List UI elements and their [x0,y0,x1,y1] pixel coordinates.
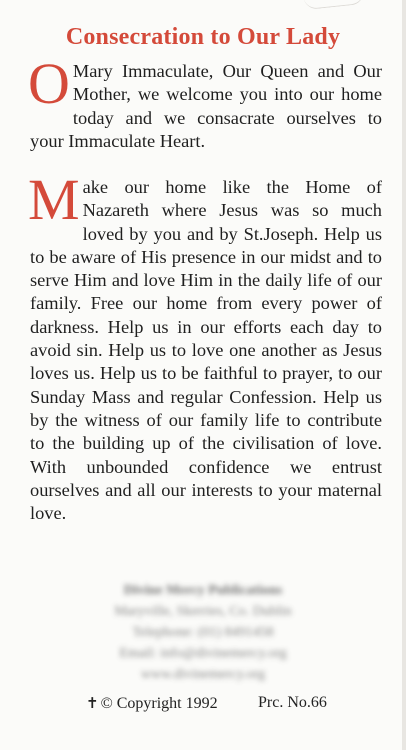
copyright-line [86,694,218,713]
publisher-web: www.divinemercy.org [141,667,265,682]
prc-number: Prc. No.66 [258,694,327,711]
publisher-address: Maryville, Skerries, Co. Dublin [114,604,292,619]
handwritten-mark [303,0,364,10]
publisher-telephone: Telephone: (01) 8491458 [132,625,274,640]
dropcap-o: O [28,51,70,116]
paragraph-2-text: ake our home like the Home of Nazareth where Jesus was so much loved by you and by St.Joseph. Help us to be aware of His presence in our midst and to serve Him and love Him in the daily life of our family. Free our home from every power of darkness. Help us in our efforts each day to avoid sin. Help us to love one another as Jesus loves us. Help us to be faithful to prayer, to our Sunday Mass and regular Confession. Help us by the witness of our family life to contribute to the building up of the civilisation of love. With unbounded confidence we entrust ourselves and all our interests to your maternal love. [30,177,382,524]
prayer-paragraph-1 [28,51,382,153]
prayer-paragraph-2 [28,167,382,525]
cross-icon: ✝ [86,696,99,712]
dropcap-m: M [28,167,80,232]
publisher-email: Email: info@divinemercy.org [119,646,287,661]
paragraph-1-text: Mary Immaculate, Our Queen and Our Mother, we welcome you into our home today and we consacrate ourselves to your Immaculate Heart. [30,61,382,151]
page-title: Consecration to Our Lady [65,24,341,50]
publisher-block [0,580,406,685]
copyright-text: © Copyright 1992 [100,695,218,712]
publisher-name: Divine Mercy Publications [123,583,283,598]
